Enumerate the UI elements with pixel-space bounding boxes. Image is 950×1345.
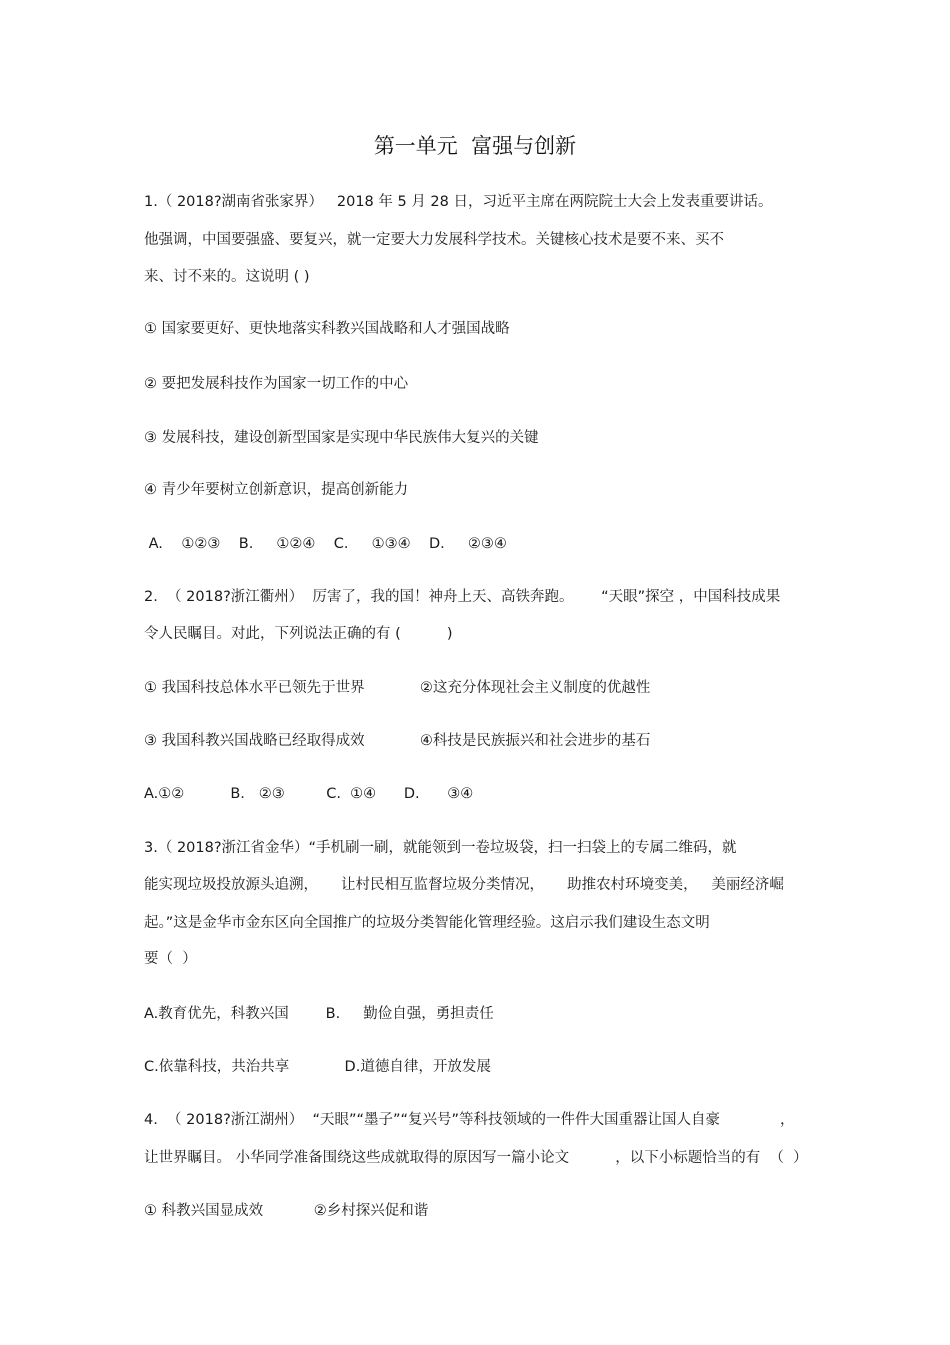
- question-2-line-2: 令人民瞩目。对此，下列说法正确的有 ( ): [144, 626, 453, 642]
- question-2-line-1: 2. （ 2018?浙江衢州） 厉害了，我的国！神舟上天、高铁奔跑。 “天眼”探空 ，中国科技成果: [144, 589, 781, 605]
- question-2-options-2: ③ 我国科教兴国战略已经取得成效 ④科技是民族振兴和社会进步的基石: [144, 733, 651, 749]
- question-2-options-1: ① 我国科技总体水平已领先于世界 ②这充分体现社会主义制度的优越性: [144, 680, 651, 696]
- question-1-choices: A. ①②③ B. ①②④ C. ①③④ D. ②③④: [144, 536, 507, 552]
- question-1-line-2: 他强调，中国要强盛、要复兴，就一定要大力发展科学技术。关键核心技术是要不来、买不: [144, 232, 724, 248]
- question-4-options-1: ① 科教兴国显成效 ②乡村探兴促和谐: [144, 1203, 429, 1219]
- question-3-line-4: 要（ ）: [144, 951, 197, 967]
- question-1-line-1: 1.（ 2018?湖南省张家界） 2018 年 5 月 28 日，习近平主席在两院院士大会上发表重要讲话。: [144, 194, 773, 210]
- page-title: 第一单元 富强与创新: [373, 134, 577, 158]
- question-4-line-2: 让世界瞩目。 小华同学准备围绕这些成就取得的原因写一篇小论文 ，以下小标题恰当的有 （ ）: [144, 1150, 808, 1166]
- question-3-line-2: 能实现垃圾投放源头追溯， 让村民相互监督垃圾分类情况， 助推农村环境变美， 美丽经济崛: [144, 877, 784, 893]
- question-1-option-2: ② 要把发展科技作为国家一切工作的中心: [144, 376, 409, 392]
- question-3-choices-1: A.教育优先，科教兴国 B. 勤俭自强，勇担责任: [144, 1006, 494, 1022]
- question-3-line-1: 3.（ 2018?浙江省金华）“手机刷一刷，就能领到一卷垃圾袋，扫一扫袋上的专属二维码，就: [144, 840, 737, 856]
- question-4-line-1: 4. （ 2018?浙江湖州） “天眼”“墨子”“复兴号”等科技领域的一件件大国重器让国人自豪 ，: [144, 1112, 795, 1128]
- question-3-line-3: 起。”这是金华市金东区向全国推广的垃圾分类智能化管理经验。这启示我们建设生态文明: [144, 915, 710, 931]
- question-1-option-1: ① 国家要更好、更快地落实科教兴国战略和人才强国战略: [144, 321, 510, 337]
- question-2-choices: A.①② B. ②③ C. ①④ D. ③④: [144, 786, 474, 802]
- question-1-line-3: 来、讨不来的。这说明 ( ): [144, 269, 310, 285]
- question-3-choices-2: C.依靠科技，共治共享 D.道德自律，开放发展: [144, 1059, 491, 1075]
- question-1-option-3: ③ 发展科技，建设创新型国家是实现中华民族伟大复兴的关键: [144, 430, 539, 446]
- question-1-option-4: ④ 青少年要树立创新意识，提高创新能力: [144, 482, 409, 498]
